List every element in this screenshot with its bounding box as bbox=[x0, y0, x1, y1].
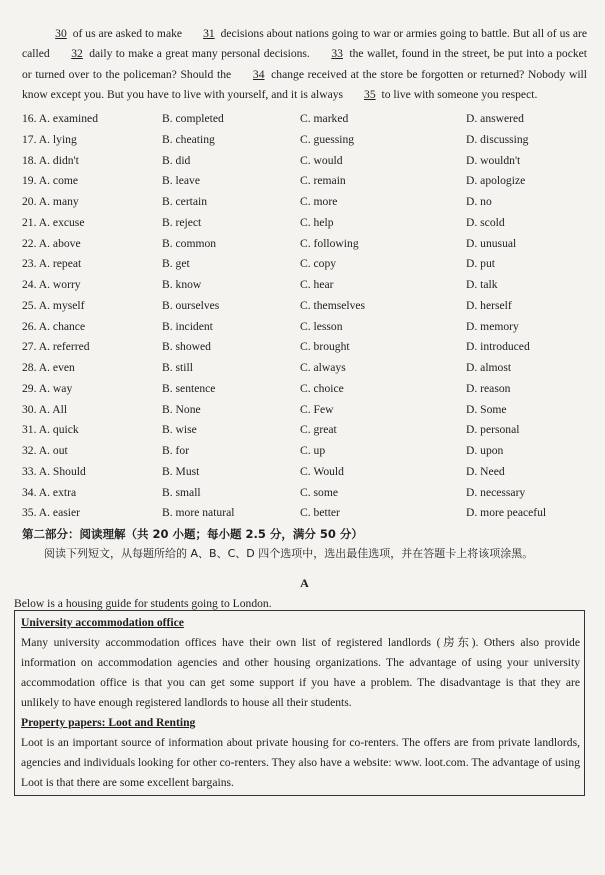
option-b: B. wise bbox=[162, 423, 197, 437]
option-b: B. sentence bbox=[162, 381, 216, 395]
option-a: 30. A. All bbox=[22, 402, 68, 416]
option-a: 28. A. even bbox=[22, 361, 75, 375]
option-b: B. know bbox=[162, 278, 202, 292]
option-d: D. herself bbox=[466, 298, 512, 312]
passage-intro: Below is a housing guide for students going to London. bbox=[14, 597, 272, 611]
option-a: 16. A. examined bbox=[22, 112, 98, 126]
option-b: B. common bbox=[162, 236, 217, 250]
option-a: 22. A. above bbox=[22, 236, 81, 250]
option-c: C. would bbox=[300, 153, 343, 167]
option-c: C. Would bbox=[300, 464, 344, 478]
passage-letter: A bbox=[300, 576, 309, 591]
option-a: 29. A. way bbox=[22, 381, 73, 395]
box-heading-1: University accommodation office bbox=[21, 616, 184, 630]
option-a: 26. A. chance bbox=[22, 319, 86, 333]
option-d: D. personal bbox=[466, 423, 520, 437]
option-c: C. some bbox=[300, 485, 339, 499]
option-b: B. for bbox=[162, 444, 190, 458]
option-a: 27. A. referred bbox=[22, 340, 90, 354]
option-d: D. Need bbox=[466, 464, 505, 478]
option-c: C. copy bbox=[300, 257, 337, 271]
option-a: 35. A. easier bbox=[22, 506, 80, 520]
option-c: C. themselves bbox=[300, 298, 366, 312]
housing-guide-box bbox=[14, 610, 585, 796]
option-c: C. help bbox=[300, 215, 334, 229]
blank-32: 32 bbox=[71, 47, 83, 61]
cloze-text: decisions about nations going to war or armies going to battle. But all of us are called bbox=[22, 27, 587, 61]
option-c: C. hear bbox=[300, 278, 334, 292]
option-row bbox=[22, 274, 587, 295]
option-c: C. lesson bbox=[300, 319, 343, 333]
option-a: 34. A. extra bbox=[22, 485, 77, 499]
option-row bbox=[22, 399, 587, 420]
option-row bbox=[22, 378, 587, 399]
option-row bbox=[22, 233, 587, 254]
option-c: C. more bbox=[300, 195, 338, 209]
option-c: C. following bbox=[300, 236, 359, 250]
option-d: D. more peaceful bbox=[466, 506, 547, 520]
cloze-text: change received at the store be forgotten or returned? Nobody will know except you. But you have to live with yourself, and it is always bbox=[22, 67, 588, 101]
option-row bbox=[22, 482, 587, 503]
option-b: B. reject bbox=[162, 215, 202, 229]
blank-33: 33 bbox=[331, 47, 343, 61]
option-c: C. brought bbox=[300, 340, 350, 354]
option-d: D. apologize bbox=[466, 174, 526, 188]
option-row bbox=[22, 440, 587, 461]
option-b: B. None bbox=[162, 402, 201, 416]
blank-30: 30 bbox=[55, 27, 67, 40]
option-a: 23. A. repeat bbox=[22, 257, 82, 271]
blank-34: 34 bbox=[252, 67, 265, 81]
option-d: D. almost bbox=[466, 361, 512, 375]
option-row bbox=[22, 502, 587, 523]
option-b: B. more natural bbox=[162, 506, 235, 520]
section-instruction: 阅读下列短文，从每题所给的 A、B、C、D 四个选项中，选出最佳选项，并在答题卡上将该项涂黑。 bbox=[44, 547, 534, 561]
option-c: C. remain bbox=[300, 174, 346, 188]
option-row bbox=[22, 316, 587, 337]
cloze-text: daily to make a great many personal decisions. bbox=[85, 47, 314, 61]
blank-35: 35 bbox=[364, 87, 376, 101]
cloze-text: of us are asked to make bbox=[69, 27, 185, 40]
option-d: D. talk bbox=[466, 278, 498, 292]
option-a: 32. A. out bbox=[22, 444, 68, 458]
option-row bbox=[22, 253, 587, 274]
option-b: B. incident bbox=[162, 319, 213, 333]
cloze-passage bbox=[22, 24, 587, 105]
box-paragraph-1: Many university accommodation offices have their own list of registered landlords (房东). Others also provide information on accommodation agencies and other housing organizations. The advantage of using your university accommodation office is that you can get some support if you have a problem. The disadvantage is that they are unlikely to have enough registered landlords to house all their students. bbox=[21, 636, 580, 710]
option-d: D. memory bbox=[466, 319, 519, 333]
option-row bbox=[22, 336, 587, 357]
option-row bbox=[22, 357, 587, 378]
box-paragraph-2: Loot is an important source of information about private housing for co-renters. The offers are from private landlords, agencies and individuals looking for other co-renters. They also have a website: www. loot.com. The advantage of using Loot is that there are some excellent bargains. bbox=[21, 736, 580, 790]
option-row bbox=[22, 191, 587, 212]
option-c: C. great bbox=[300, 423, 337, 437]
option-b: B. completed bbox=[162, 112, 224, 126]
option-b: B. cheating bbox=[162, 132, 215, 146]
option-d: D. Some bbox=[466, 402, 507, 416]
option-d: D. introduced bbox=[466, 340, 530, 354]
option-a: 18. A. didn't bbox=[22, 153, 79, 167]
option-a: 25. A. myself bbox=[22, 298, 85, 312]
option-b: B. still bbox=[162, 361, 193, 375]
option-row bbox=[22, 461, 587, 482]
option-row bbox=[22, 212, 587, 233]
option-d: D. wouldn't bbox=[466, 153, 521, 167]
answer-options bbox=[22, 108, 587, 523]
option-d: D. answered bbox=[466, 112, 524, 126]
option-d: D. no bbox=[466, 195, 492, 209]
cloze-text: to live with someone you respect. bbox=[378, 87, 538, 101]
option-b: B. showed bbox=[162, 340, 211, 354]
section-title: 第二部分：阅读理解（共 20 小题；每小题 2.5 分，满分 50 分） bbox=[22, 527, 363, 542]
option-c: C. always bbox=[300, 361, 346, 375]
option-row bbox=[22, 150, 587, 171]
option-d: D. upon bbox=[466, 444, 504, 458]
option-a: 31. A. quick bbox=[22, 423, 79, 437]
option-d: D. reason bbox=[466, 381, 511, 395]
option-d: D. unusual bbox=[466, 236, 517, 250]
option-row bbox=[22, 170, 587, 191]
option-d: D. necessary bbox=[466, 485, 526, 499]
cloze-text: the wallet, found in the street, be put into a pocket or turned over to the policeman? Should the bbox=[22, 47, 588, 81]
option-a: 24. A. worry bbox=[22, 278, 81, 292]
option-d: D. scold bbox=[466, 215, 505, 229]
option-row bbox=[22, 108, 587, 129]
option-row bbox=[22, 295, 587, 316]
option-c: C. up bbox=[300, 444, 326, 458]
option-row bbox=[22, 419, 587, 440]
option-d: D. put bbox=[466, 257, 495, 271]
option-b: B. certain bbox=[162, 195, 208, 209]
option-a: 19. A. come bbox=[22, 174, 79, 188]
option-b: B. get bbox=[162, 257, 190, 271]
option-c: C. better bbox=[300, 506, 340, 520]
option-a: 21. A. excuse bbox=[22, 215, 85, 229]
option-row bbox=[22, 129, 587, 150]
option-a: 20. A. many bbox=[22, 195, 79, 209]
option-c: C. marked bbox=[300, 112, 349, 126]
option-b: B. leave bbox=[162, 174, 200, 188]
option-d: D. discussing bbox=[466, 132, 529, 146]
box-heading-2: Property papers: Loot and Renting bbox=[21, 716, 196, 730]
option-c: C. guessing bbox=[300, 132, 355, 146]
option-c: C. choice bbox=[300, 381, 344, 395]
option-b: B. did bbox=[162, 153, 191, 167]
option-a: 17. A. lying bbox=[22, 132, 77, 146]
option-a: 33. A. Should bbox=[22, 464, 86, 478]
option-c: C. Few bbox=[300, 402, 334, 416]
option-b: B. small bbox=[162, 485, 201, 499]
option-b: B. ourselves bbox=[162, 298, 220, 312]
blank-31: 31 bbox=[203, 27, 215, 40]
option-b: B. Must bbox=[162, 464, 200, 478]
